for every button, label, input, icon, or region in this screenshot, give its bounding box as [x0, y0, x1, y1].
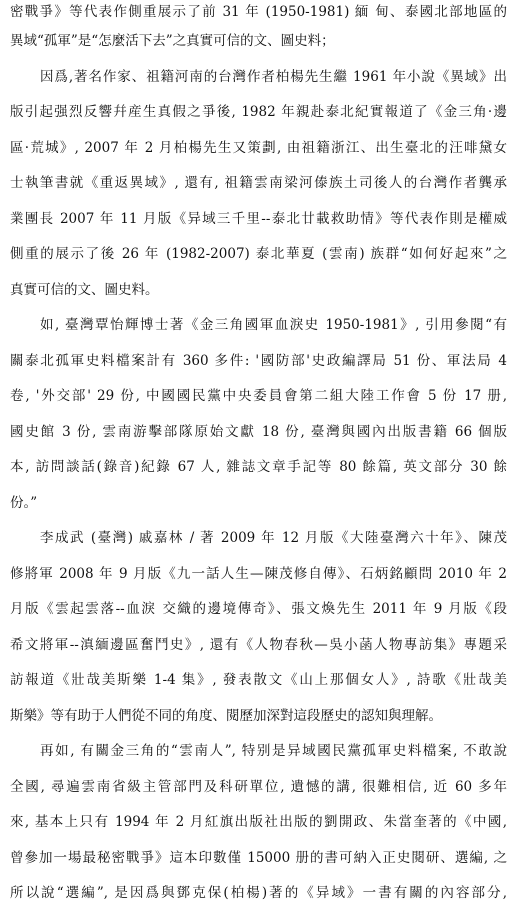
text-line: 本, 訪問談話(錄音)紀錄 67 人, 雜誌文章手記等 80 餘篇, 英文部分 30 餘	[10, 459, 507, 475]
paragraph-4	[10, 521, 507, 734]
text-line: 訪報道《壯哉美斯樂 1-4 集》, 發表散文《山上那個女人》, 詩歌《壯哉美	[10, 672, 507, 688]
paragraph-5	[10, 734, 507, 912]
text-line: 異域“孤軍”是“怎麼活下去”之真實可信的文、圖史料；	[10, 33, 335, 49]
text-line: 月版《雲起雲落--血淚 交織的邊境傳奇》、張文煥先生 2011 年 9 月版《段	[10, 601, 507, 617]
text-line: 希文將軍--滇緬邊區奮鬥史》, 還有《人物春秋—吳小菡人物專訪集》專題采	[10, 636, 507, 653]
text-line: 因爲,著名作家、祖籍河南的台灣作者柏楊先生繼 1961 年小說《異域》出	[40, 68, 507, 85]
text-line: 士執筆書就《重返異域》, 還有, 祖籍雲南梁河傣族土司後人的台灣作者龔承	[10, 175, 507, 191]
text-line: 卷, '外交部' 29 份, 中國國民黨中央委員會第二組大陸工作會 5 份 17 册,	[10, 388, 507, 404]
text-line: 國史館 3 份, 雲南游擊部隊原始文獻 18 份, 臺灣與國內出版書籍 66 個版	[10, 423, 507, 440]
paragraph-2	[10, 60, 507, 309]
text-line: 如, 臺灣覃怡輝博士著《金三角國軍血淚史 1950-1981》, 引用參閱“有	[40, 317, 507, 333]
text-line: 區·荒城》, 2007 年 2 月柏楊先生又策劃, 由祖籍浙江、出生臺北的汪啡黛女	[10, 139, 507, 156]
paragraph-1	[10, 0, 507, 60]
paragraph-3	[10, 308, 507, 521]
text-line: 再如, 有關金三角的“雲南人”, 特别是异域國民黨孤軍史料檔案, 不敢說	[40, 743, 507, 759]
text-line: 密戰爭》等代表作側重展示了前 31 年 (1950-1981) 緬 甸、泰國北部地區的	[10, 4, 507, 20]
text-line: 側重的展示了後 26 年 (1982-2007) 泰北華夏 (雲南) 族群“如何好起來”之	[10, 246, 507, 262]
text-line: 曾參加一場最秘密戰爭》這本印數僅 15000 册的書可納入正史閱研、選編, 之	[10, 849, 507, 866]
text-line: 修將軍 2008 年 9 月版《九一話人生—陳茂修自傳》、石炳銘顧問 2010 年 2	[10, 565, 507, 582]
text-line: 份。”	[10, 494, 38, 511]
text-line: 所以說“選編”, 是因爲與鄧克保(柏楊)著的《异域》一書有關的內容部分,	[10, 885, 507, 901]
text-line: 全國, 尋遍雲南省級主管部門及科研單位, 遺憾的講, 很難相信, 近 60 多年	[10, 778, 507, 795]
text-line: 來, 基本上只有 1994 年 2 月紅旗出版社出版的劉開政、朱當奎著的《中國,	[10, 814, 507, 830]
text-line: 斯樂》等有助于人們從不同的角度、閱歷加深對這段歷史的認知與理解。	[10, 707, 442, 724]
text-line: 版引起强烈反響幷産生真假之爭後, 1982 年親赴泰北紀實報道了《金三角·邊	[10, 104, 507, 120]
text-line: 業團長 2007 年 11 月版《异域三千里--泰北廿載救助情》等代表作則是權威	[10, 210, 507, 227]
text-line: 關泰北孤軍史料檔案計有 360 多件: '國防部'史政編譯局 51 份、軍法局 4	[10, 352, 507, 369]
text-line: 李成武 (臺灣) 戚嘉林 / 著 2009 年 12 月版《大陸臺灣六十年》、陳茂	[40, 530, 507, 546]
text-line: 真實可信的文、圖史料。	[10, 281, 159, 298]
